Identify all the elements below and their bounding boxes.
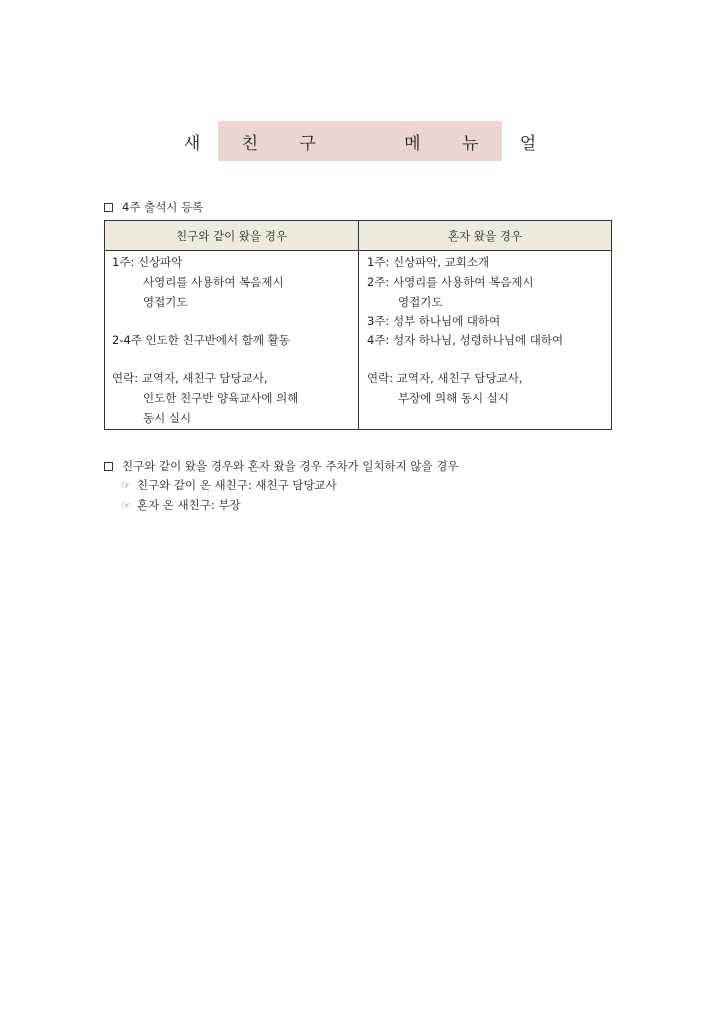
list-item: 동시 실시 [143, 411, 192, 425]
list-item: 사영리를 사용하여 복음제시 [143, 275, 284, 289]
list-item: 인도한 친구반 양육교사에 의해 [143, 391, 299, 405]
section-label: 4주 출석시 등록 [122, 200, 204, 214]
page-title: 새 친 구 메 뉴 얼 [183, 133, 555, 154]
list-item: 영접기도 [143, 295, 188, 309]
registration-table [104, 220, 612, 430]
title-banner [183, 121, 555, 161]
list-item: 3주: 성부 하나님에 대하여 [367, 314, 501, 328]
checkbox-icon [104, 462, 113, 471]
list-item: 2주: 사영리를 사용하여 복음제시 [367, 275, 534, 289]
table-header-row [105, 221, 611, 251]
note-item [121, 477, 337, 493]
section-label: 친구와 같이 왔을 경우와 혼자 왔을 경우 주차가 일치하지 않을 경우 [122, 459, 459, 473]
column-divider [358, 250, 359, 429]
header-alone: 혼자 왔을 경우 [448, 228, 522, 243]
pointing-hand-icon: ☞ [121, 478, 131, 492]
list-item: 영접기도 [398, 295, 443, 309]
list-item: 부장에 의해 동시 실시 [398, 391, 509, 405]
note-text: 친구와 같이 온 새친구: 새친구 담당교사 [136, 478, 337, 492]
list-item: 연락: 교역자, 새친구 담당교사, [367, 371, 523, 385]
checkbox-icon [104, 203, 113, 212]
section-heading-mismatch [104, 458, 459, 474]
section-heading-registration [104, 199, 203, 215]
pointing-hand-icon: ☞ [121, 498, 131, 512]
list-item: 1주: 신상파악, 교회소개 [367, 255, 490, 269]
header-with-friend: 친구와 같이 왔을 경우 [105, 221, 359, 250]
note-text: 혼자 온 새친구: 부장 [136, 498, 241, 512]
list-item: 2-4주 인도한 친구반에서 함께 활동 [112, 333, 290, 347]
list-item: 연락: 교역자, 새친구 담당교사, [112, 371, 268, 385]
note-item [121, 497, 241, 513]
list-item: 1주: 신상파악 [112, 255, 183, 269]
list-item: 4주: 성자 하나님, 성령하나님에 대하여 [367, 333, 564, 347]
